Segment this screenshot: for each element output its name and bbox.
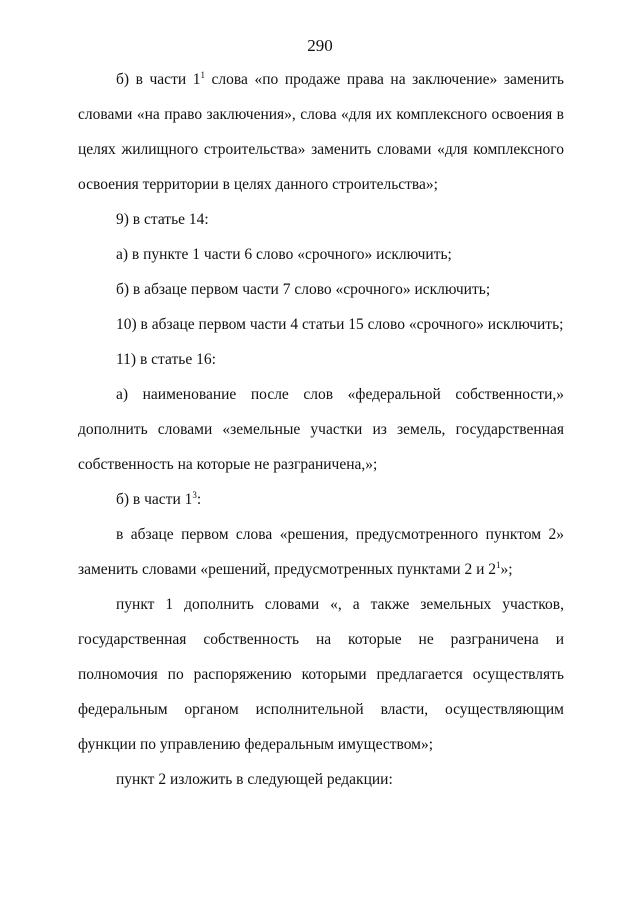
paragraph-b-part-1-3	[78, 482, 564, 517]
paragraph-point-1-add: пункт 1 дополнить словами «, а также земельных участков, государственная собственность на которые не разграничена и полномочия по распоряжению которыми предлагается осуществлять федеральным органом исполнительной власти, осуществляющим функции по управлению федеральным имуществом»;	[78, 596, 564, 753]
paragraph-first-abzac	[78, 517, 564, 587]
paragraph-a-name: а) наименование после слов «федеральной собственности,» дополнить словами «земельные участки из земель, государственная собственность на которые не разграничена,»;	[78, 386, 564, 473]
paragraph-article-14: 9) в статье 14:	[116, 211, 209, 228]
paragraph-article-15: 10) в абзаце первом части 4 статьи 15 слово «срочного» исключить;	[116, 316, 564, 333]
paragraph-text: б) в части 1	[116, 71, 201, 88]
paragraph-point-2-edit: пункт 2 изложить в следующей редакции:	[116, 771, 393, 788]
paragraph-text: :	[196, 491, 202, 508]
paragraph-b-part-7: б) в абзаце первом части 7 слово «срочного» исключить;	[116, 281, 491, 298]
paragraph-b-part-1-1	[78, 62, 564, 202]
superscript: 1	[200, 70, 205, 80]
document-body	[78, 62, 564, 797]
paragraph-text: б) в части 1	[116, 491, 193, 508]
paragraph-text: »;	[500, 561, 513, 578]
superscript: 1	[496, 560, 501, 570]
superscript: 3	[192, 490, 197, 500]
page-number: 290	[307, 36, 333, 55]
paragraph-text: слова «по продаже права на заключение» заменить словами «на право заключения», слова «для их комплексного освоения в целях жилищного строительства» заменить словами «для комплексного освоения территории в целях данного строительства»;	[78, 71, 564, 193]
paragraph-text: в абзаце первом слова «решения, предусмотренного пунктом 2» заменить словами «решений, предусмотренных пунктами 2 и 2	[78, 526, 564, 578]
paragraph-article-16: 11) в статье 16:	[116, 351, 216, 368]
paragraph-a-point-1-part-6: а) в пункте 1 части 6 слово «срочного» исключить;	[116, 246, 452, 263]
